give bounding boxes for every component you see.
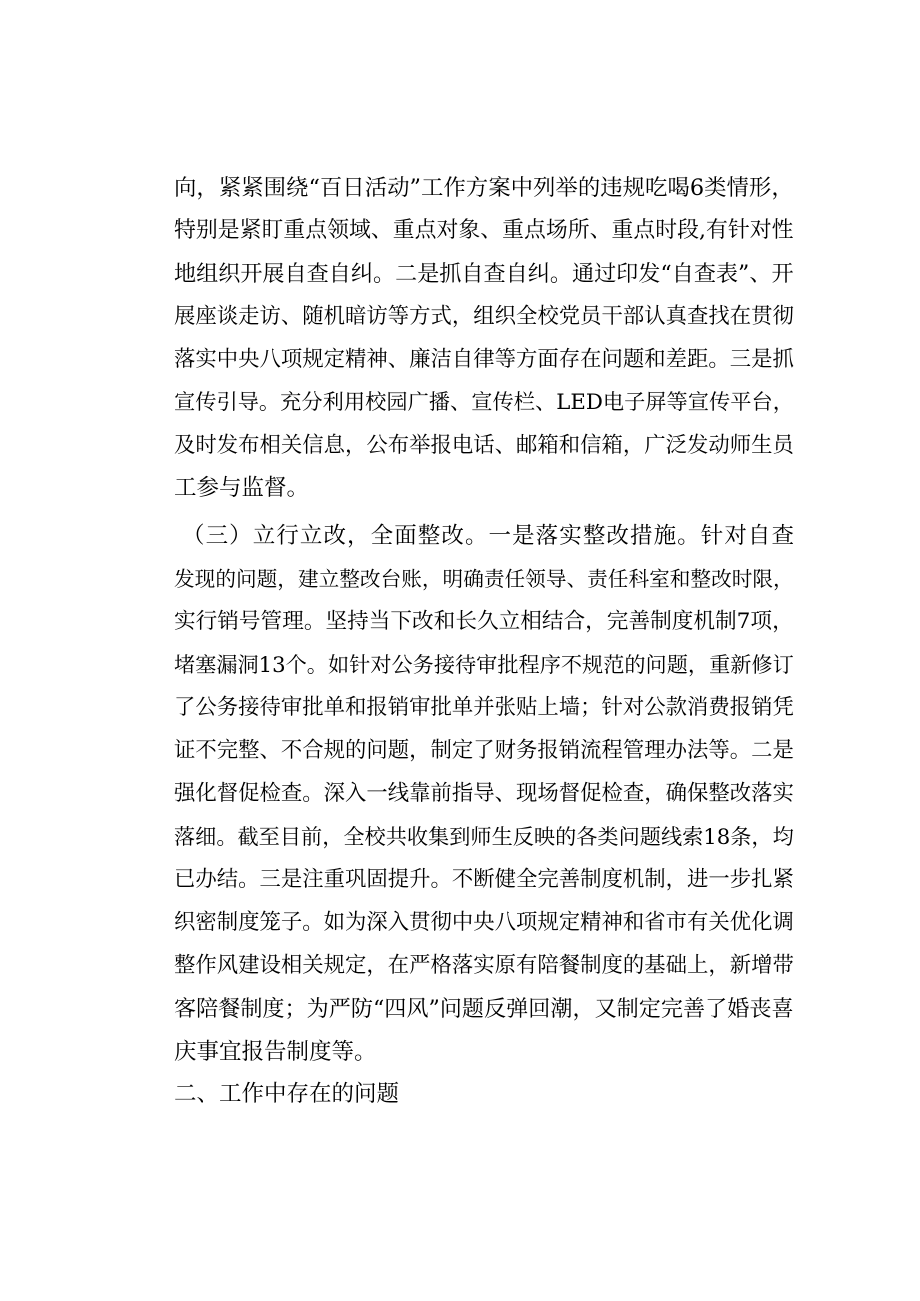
paragraph-2-line-5: 了公务接待审批单和报销审批单并张贴上墙；针对公款消费报销凭 [174, 695, 794, 720]
paragraph-1-line-7: 及时发布相关信息，公布举报电话、邮箱和信箱，广泛发动师生员 [174, 433, 794, 458]
paragraph-2-line-2: 发现的问题，建立整改台账，明确责任领导、责任科室和整改时限， [174, 567, 794, 591]
paragraph-2-line-4: 堵塞漏洞13个。如针对公务接待审批程序不规范的问题，重新修订 [174, 652, 794, 677]
paragraph-2-line-10: 织密制度笼子。如为深入贯彻中央八项规定精神和省市有关优化调 [174, 910, 794, 935]
section-heading: 二、工作中存在的问题 [174, 1081, 400, 1107]
paragraph-2-line-13: 庆事宜报告制度等。 [174, 1039, 377, 1065]
paragraph-1-line-3: 地组织开展自查自纠。二是抓自查自纠。通过印发“自查表”、开 [174, 261, 794, 287]
paragraph-1-line-2: 特别是紧盯重点领域、重点对象、重点场所、重点时段,有针对性 [174, 218, 794, 243]
paragraph-1-line-1: 向，紧紧围绕“百日活动”工作方案中列举的违规吃喝6类情形， [174, 175, 794, 201]
paragraph-1-line-5: 落实中央八项规定精神、廉洁自律等方面存在问题和差距。三是抓 [174, 347, 794, 372]
paragraph-1-line-8: 工参与监督。 [174, 475, 310, 501]
paragraph-2-line-7: 强化督促检查。深入一线靠前指导、现场督促检查，确保整改落实 [174, 781, 794, 806]
paragraph-1-line-6: 宣传引导。充分利用校园广播、宣传栏、LED电子屏等宣传平台， [174, 390, 794, 415]
paragraph-2-line-9: 已办结。三是注重巩固提升。不断健全完善制度机制，进一步扎紧 [174, 867, 794, 892]
paragraph-2-line-12: 客陪餐制度；为严防“四风”问题反弹回潮，又制定完善了婚丧喜 [174, 996, 794, 1022]
paragraph-2-line-8: 落细。截至目前，全校共收集到师生反映的各类问题线索18条，均 [174, 824, 794, 849]
paragraph-2-line-11: 整作风建设相关规定，在严格落实原有陪餐制度的基础上，新增带 [174, 953, 794, 978]
paragraph-1-line-4: 展座谈走访、随机暗访等方式，组织全校党员干部认真查找在贯彻 [174, 304, 794, 329]
paragraph-2-line-1: （三）立行立改，全面整改。一是落实整改措施。针对自查 [182, 523, 796, 549]
paragraph-2-line-6: 证不完整、不合规的问题，制定了财务报销流程管理办法等。二是 [174, 738, 794, 763]
paragraph-2-line-3: 实行销号管理。坚持当下改和长久立相结合，完善制度机制7项， [174, 609, 794, 634]
